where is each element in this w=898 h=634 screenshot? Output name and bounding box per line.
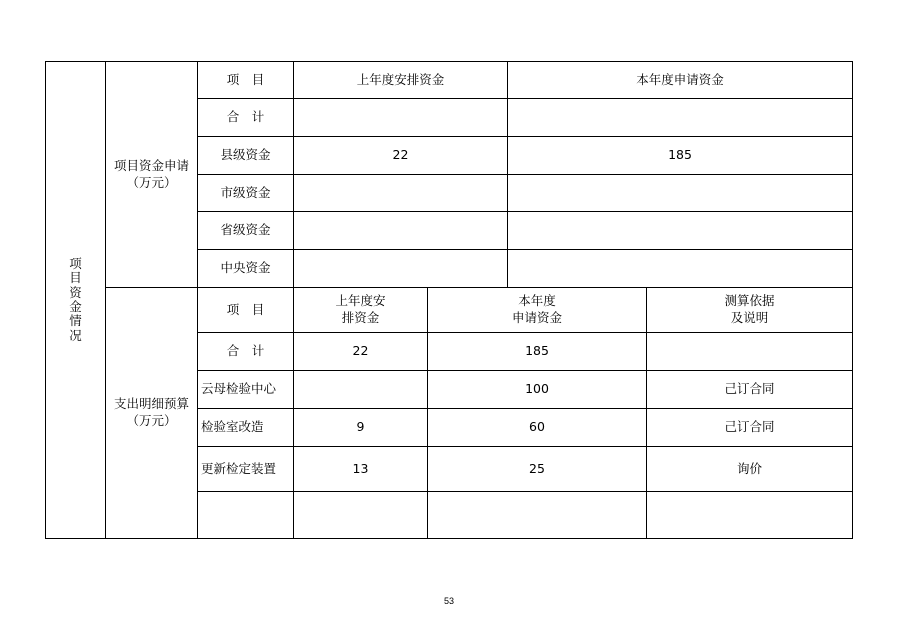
app-row-name: 合 计 — [226, 109, 265, 125]
budget-header-basis — [647, 288, 852, 332]
budget-row-this-year: 100 — [525, 381, 549, 397]
budget-row-name — [198, 492, 293, 538]
application-label — [106, 62, 197, 287]
app-row-this-year — [508, 250, 852, 287]
budget-row-basis — [647, 492, 852, 538]
funding-table — [45, 61, 853, 539]
budget-header-basis-l2: 及说明 — [730, 310, 769, 325]
app-row-this-year — [508, 175, 852, 211]
budget-header-last-year — [294, 288, 427, 332]
app-row-this-year — [508, 212, 852, 249]
budget-label-line1: 支出明细预算 — [113, 396, 189, 412]
app-row-name: 中央资金 — [220, 260, 271, 276]
section-label-char: 情 — [69, 313, 82, 329]
budget-row-name: 云母检验中心 — [201, 381, 277, 397]
app-header-last-year: 上年度安排资金 — [356, 71, 445, 87]
budget-row-basis: 己订合同 — [724, 381, 775, 397]
budget-header-last-year-l1: 上年度安 — [335, 293, 386, 309]
table-border-right — [852, 61, 853, 539]
app-header-item: 项 目 — [226, 71, 265, 87]
budget-label-line2: （万元） — [126, 413, 177, 428]
budget-row-basis — [647, 333, 852, 370]
application-label-line2: （万元） — [126, 174, 177, 190]
budget-header-last-year-l2: 排资金 — [341, 310, 380, 325]
app-row-last-year — [294, 175, 507, 211]
budget-header-this-year-l2: 申请资金 — [511, 310, 562, 325]
budget-row-this-year: 185 — [525, 343, 549, 359]
section-label-char: 资 — [69, 284, 82, 300]
app-row-last-year — [294, 212, 507, 249]
section-label-char: 项 — [69, 255, 82, 271]
budget-row-basis: 己订合同 — [724, 419, 775, 435]
budget-row-this-year: 60 — [529, 419, 545, 435]
budget-header-basis-l1: 测算依据 — [724, 293, 775, 309]
budget-row-last-year: 9 — [356, 419, 365, 435]
application-label-line1: 项目资金申请 — [113, 157, 189, 173]
budget-label — [106, 288, 197, 538]
table-border-bottom — [45, 538, 853, 539]
budget-row-this-year — [428, 492, 646, 538]
app-header-this-year: 本年度申请资金 — [636, 71, 724, 87]
section-label-char: 目 — [69, 270, 82, 286]
budget-row-last-year — [294, 492, 427, 538]
app-row-last-year: 22 — [392, 147, 409, 163]
page-number: 53 — [443, 596, 454, 606]
app-row-name: 省级资金 — [220, 222, 271, 238]
budget-row-basis: 询价 — [736, 460, 762, 476]
budget-row-this-year: 25 — [529, 460, 545, 476]
app-row-last-year — [294, 99, 507, 136]
budget-row-name: 合 计 — [226, 343, 265, 359]
section-label-char: 况 — [69, 327, 82, 343]
section-label-char: 金 — [69, 299, 82, 314]
budget-row-last-year: 22 — [352, 343, 369, 359]
budget-row-last-year — [294, 371, 427, 408]
budget-row-name: 更新检定装置 — [201, 460, 277, 476]
app-row-name: 县级资金 — [220, 147, 271, 163]
app-row-name: 市级资金 — [220, 184, 271, 200]
budget-header-this-year-l1: 本年度 — [518, 293, 556, 309]
budget-header-this-year — [428, 288, 646, 332]
app-row-this-year — [508, 99, 852, 136]
section-label — [46, 62, 105, 538]
app-row-this-year: 185 — [668, 147, 692, 163]
budget-header-item: 项 目 — [226, 301, 265, 317]
app-row-last-year — [294, 250, 507, 287]
budget-row-name: 检验室改造 — [201, 419, 264, 435]
budget-row-last-year: 13 — [352, 460, 369, 476]
